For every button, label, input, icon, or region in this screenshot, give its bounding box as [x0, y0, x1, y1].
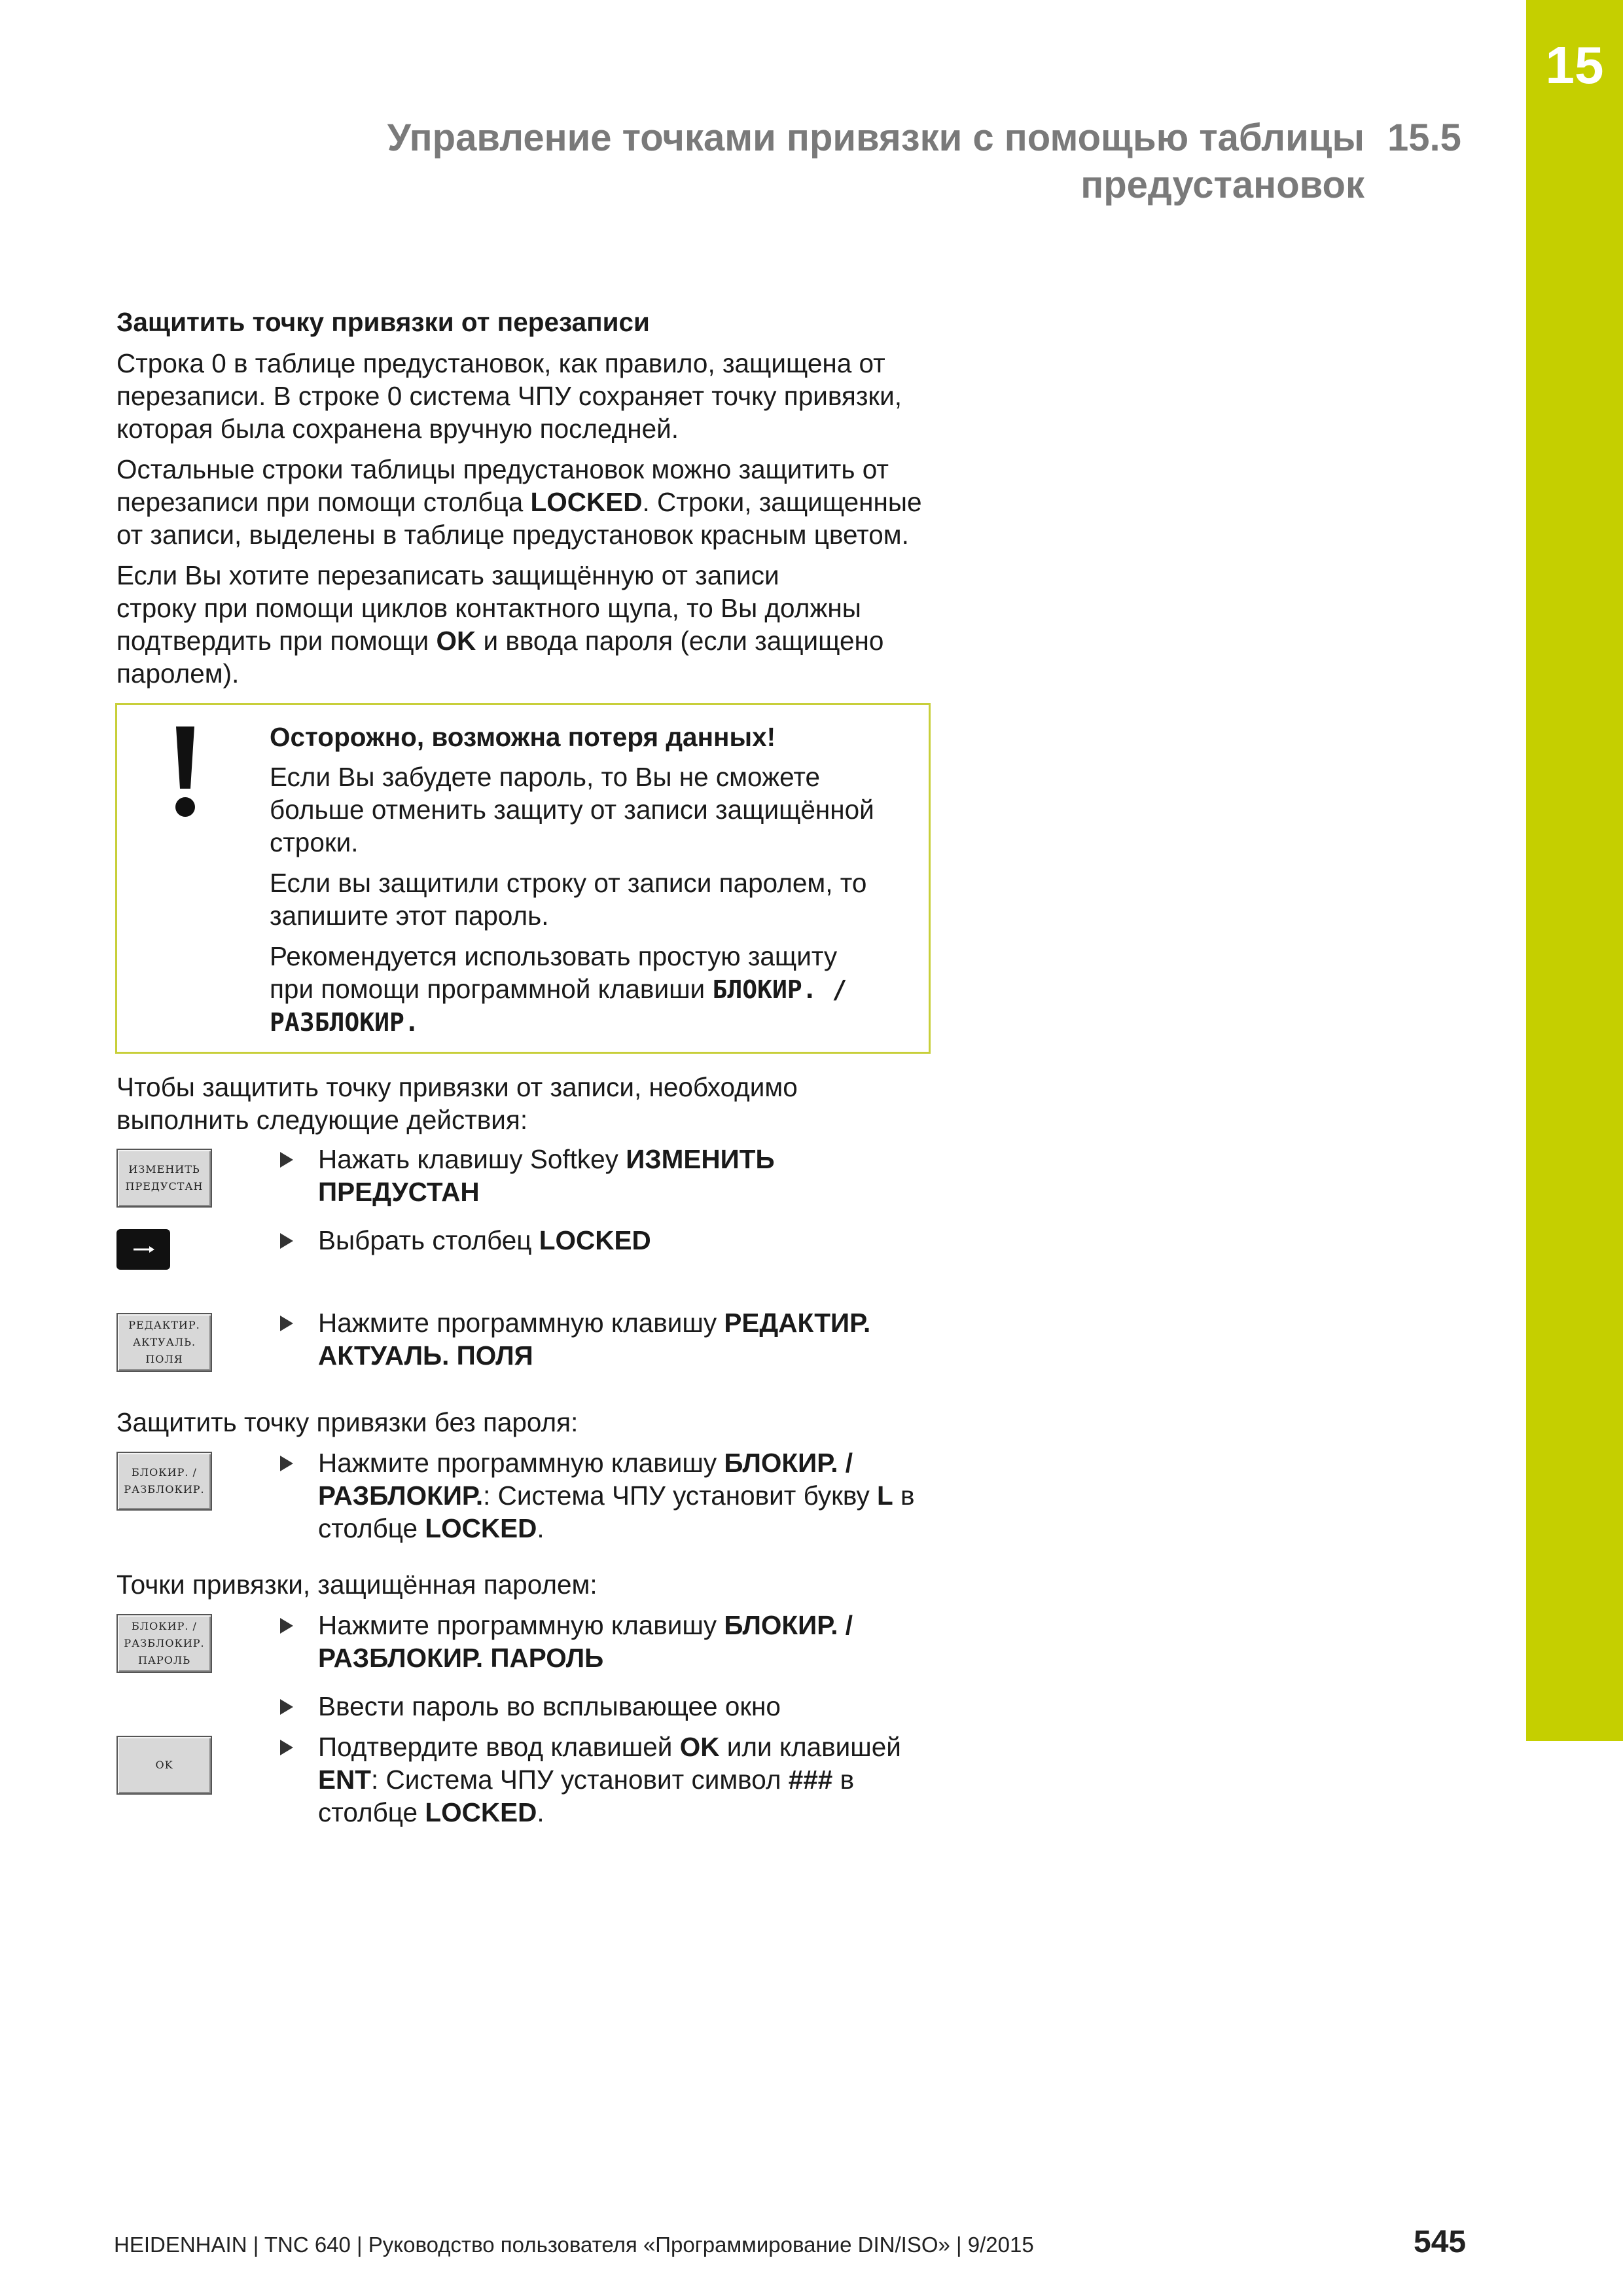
warning-paragraph-2	[270, 867, 924, 932]
locked-keyword: LOCKED	[425, 1797, 537, 1827]
chapter-number: 15	[1545, 36, 1604, 94]
step-text	[318, 1609, 959, 1674]
warning-line: больше отменить защиту от записи защищённой	[270, 795, 874, 825]
softkey-label: ПОЛЯ	[145, 1353, 183, 1365]
step-line: ПРЕДУСТАН	[318, 1177, 480, 1207]
text-run: Нажмите программную клавишу	[318, 1308, 724, 1338]
softkey-label: ПРЕДУСТАН	[125, 1180, 204, 1193]
footer-text: HEIDENHAIN | TNC 640 | Руководство пользователя «Программирование DIN/ISO» | 9/2015	[114, 2233, 1034, 2257]
text-run: в	[832, 1765, 855, 1795]
ok-keyword: OK	[679, 1732, 720, 1762]
ent-keyword: ENT	[318, 1765, 371, 1795]
password-heading: Точки привязки, защищённая паролем:	[116, 1570, 597, 1600]
bullet-triangle-icon	[280, 1316, 293, 1331]
step-text	[318, 1446, 959, 1545]
bullet-triangle-icon	[280, 1699, 293, 1715]
paragraph-line	[116, 624, 941, 657]
paragraph-line: паролем).	[116, 658, 240, 689]
warning-paragraph-3	[270, 940, 924, 1039]
arrow-right-key[interactable]	[116, 1229, 170, 1270]
step-line	[318, 1479, 959, 1512]
locked-keyword: LOCKED	[530, 487, 643, 517]
page-title-line-2: предустановок	[1080, 164, 1364, 206]
text-run: : Система ЧПУ установит букву	[483, 1480, 877, 1511]
softkey-name: ИЗМЕНИТЬ	[626, 1144, 775, 1174]
warning-paragraph-1	[270, 761, 924, 859]
paragraph-line: которая была сохранена вручную последней.	[116, 414, 679, 444]
softkey-label: РЕДАКТИР.	[128, 1319, 200, 1331]
hash-symbol: ###	[788, 1765, 833, 1795]
softkey-name: РАЗБЛОКИР.	[318, 1480, 484, 1511]
locked-keyword: LOCKED	[539, 1225, 651, 1255]
softkey-label: БЛОКИР. /	[132, 1620, 197, 1632]
arrow-right-icon	[116, 1229, 170, 1270]
text-run: Подтвердите ввод клавишей	[318, 1732, 680, 1762]
text-run: .	[537, 1797, 544, 1827]
text-run: Нажмите программную клавишу	[318, 1448, 724, 1478]
text-run: столбце	[318, 1513, 425, 1543]
text-run: : Система ЧПУ установит символ	[371, 1765, 789, 1795]
softkey-label: РАЗБЛОКИР.	[124, 1637, 205, 1649]
step-text	[318, 1224, 959, 1257]
text-run: в	[893, 1480, 915, 1511]
text-run: столбце	[318, 1797, 425, 1827]
no-password-heading: Защитить точку привязки без пароля:	[116, 1407, 579, 1437]
softkey-label: ПАРОЛЬ	[137, 1654, 191, 1666]
step-line	[318, 1143, 959, 1175]
softkey-name: РЕДАКТИР.	[724, 1308, 871, 1338]
paragraph-line: выполнить следующие действия:	[116, 1105, 528, 1135]
text-run: подтвердить при помощи	[116, 626, 437, 656]
text-run: Нажмите программную клавишу	[318, 1610, 724, 1640]
paragraph-2	[116, 453, 941, 551]
warning-line: запишите этот пароль.	[270, 901, 549, 931]
ok-softkey[interactable]	[116, 1736, 212, 1795]
warning-title: Осторожно, возможна потеря данных!	[270, 722, 776, 752]
step-text	[318, 1143, 959, 1208]
text-run: .	[537, 1513, 544, 1543]
warning-line: РАЗБЛОКИР.	[270, 1008, 419, 1037]
step-line	[318, 1609, 959, 1641]
text-run: Выбрать столбец	[318, 1225, 539, 1255]
step-line	[318, 1731, 959, 1763]
ok-keyword: OK	[436, 626, 476, 656]
bullet-triangle-icon	[280, 1618, 293, 1634]
paragraph-line: Если Вы хотите перезаписать защищённую от записи	[116, 560, 779, 590]
steps-intro	[116, 1071, 941, 1136]
edit-preset-softkey[interactable]	[116, 1149, 212, 1208]
chapter-tab	[1526, 0, 1623, 1741]
page-number: 545	[1414, 2225, 1467, 2259]
paragraph-line: Строка 0 в таблице предустановок, как правило, защищена от	[116, 348, 885, 378]
locked-keyword: LOCKED	[425, 1513, 537, 1543]
softkey-name: БЛОКИР. /	[724, 1448, 853, 1478]
text-run: или клавишей	[719, 1732, 901, 1762]
paragraph-line: Чтобы защитить точку привязки от записи, необходимо	[116, 1072, 798, 1102]
bullet-triangle-icon	[280, 1152, 293, 1168]
softkey-name: БЛОКИР. /	[712, 975, 847, 1004]
section-heading: Защитить точку привязки от перезаписи	[116, 307, 650, 337]
text-run: . Строки, защищенные	[642, 487, 922, 517]
lock-unlock-softkey[interactable]	[116, 1452, 212, 1511]
step-line	[318, 1763, 959, 1796]
warning-line: Рекомендуется использовать простую защиту	[270, 941, 838, 971]
paragraph-line: Остальные строки таблицы предустановок можно защитить от	[116, 454, 889, 484]
step-line	[318, 1306, 959, 1339]
warning-line: Если вы защитили строку от записи паролем, то	[270, 868, 867, 898]
warning-line: строки.	[270, 827, 359, 857]
paragraph-line: строку при помощи циклов контактного щупа, то Вы должны	[116, 593, 861, 623]
paragraph-1	[116, 347, 941, 445]
warning-line	[270, 973, 924, 1006]
step-text	[318, 1306, 959, 1372]
step-text	[318, 1731, 959, 1829]
step-line	[318, 1224, 959, 1257]
step-line: Ввести пароль во всплывающее окно	[318, 1691, 781, 1721]
softkey-label: АКТУАЛЬ.	[132, 1336, 196, 1348]
step-text	[318, 1690, 959, 1723]
section-number: 15.5	[1387, 117, 1461, 159]
step-line	[318, 1796, 959, 1829]
paragraph-line	[116, 486, 941, 518]
paragraph-3	[116, 559, 941, 690]
softkey-label: РАЗБЛОКИР.	[124, 1483, 205, 1496]
softkey-label: ИЗМЕНИТЬ	[128, 1163, 200, 1175]
exclamation-icon	[172, 726, 198, 818]
softkey-name: БЛОКИР. /	[724, 1610, 853, 1640]
softkey-label: OK	[155, 1759, 173, 1771]
page-title-line-1: Управление точками привязки с помощью таблицы	[387, 117, 1364, 159]
bullet-triangle-icon	[280, 1233, 293, 1249]
step-line: РАЗБЛОКИР. ПАРОЛЬ	[318, 1643, 604, 1673]
step-line	[318, 1512, 959, 1545]
text-run: при помощи программной клавиши	[270, 974, 713, 1004]
bullet-triangle-icon	[280, 1740, 293, 1755]
paragraph-line: от записи, выделены в таблице предустановок красным цветом.	[116, 520, 909, 550]
paragraph-line: перезаписи. В строке 0 система ЧПУ сохраняет точку привязки,	[116, 381, 902, 411]
warning-line: Если Вы забудете пароль, то Вы не сможете	[270, 762, 820, 792]
text-run: перезаписи при помощи столбца	[116, 487, 531, 517]
step-line	[318, 1446, 959, 1479]
bullet-triangle-icon	[280, 1456, 293, 1471]
text-run: и ввода пароля (если защищено	[476, 626, 884, 656]
step-line: АКТУАЛЬ. ПОЛЯ	[318, 1340, 533, 1371]
letter-l: L	[876, 1480, 893, 1511]
edit-current-fields-softkey[interactable]	[116, 1313, 212, 1372]
softkey-label: БЛОКИР. /	[132, 1466, 197, 1479]
page-title	[275, 115, 1364, 209]
text-run: Нажать клавишу Softkey	[318, 1144, 626, 1174]
lock-unlock-password-softkey[interactable]	[116, 1614, 212, 1673]
